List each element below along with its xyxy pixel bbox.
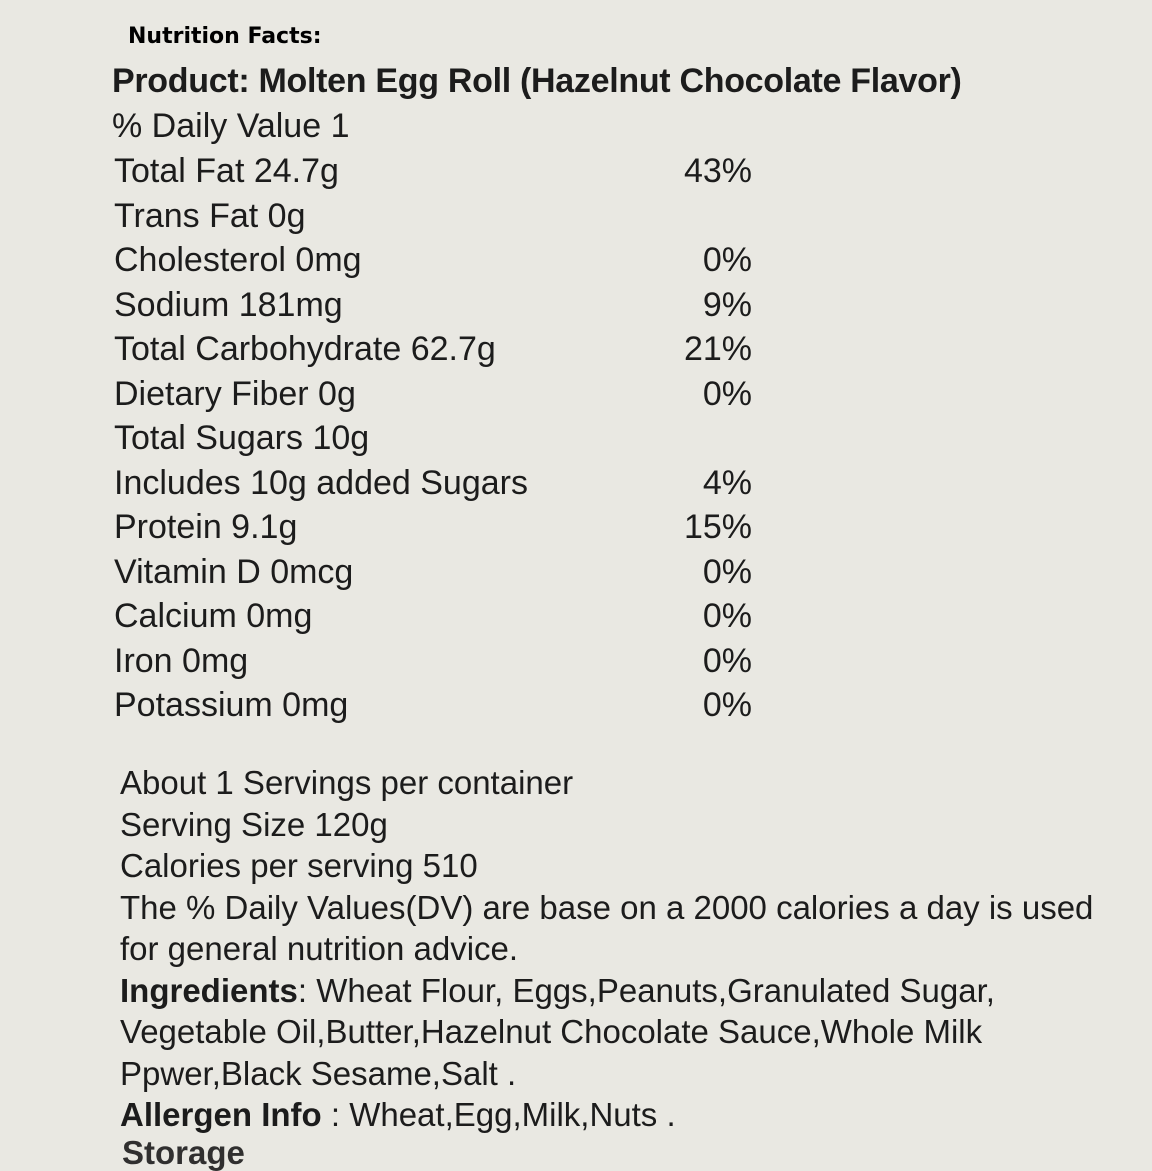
nutrient-name: Protein 9.1g: [114, 508, 298, 546]
nutrient-name: Potassium 0mg: [114, 686, 349, 724]
serving-size: Serving Size 120g: [120, 805, 388, 843]
nutrient-row: [112, 419, 812, 464]
calories-per-serving: Calories per serving 510: [120, 847, 478, 884]
nutrient-daily-value: 15%: [683, 508, 752, 546]
nutrient-row: [112, 642, 812, 687]
nutrient-name: Sodium 181mg: [114, 285, 343, 324]
nutrient-daily-value: 0%: [702, 597, 752, 635]
nutrient-row: [112, 553, 812, 598]
label-notes: [120, 762, 1120, 1136]
nutrient-daily-value: 0%: [702, 552, 752, 591]
nutrient-row: [112, 597, 812, 642]
nutrient-row: [112, 330, 812, 375]
nutrition-facts-header: Nutrition Facts:: [128, 24, 322, 49]
nutrient-name: Calcium 0mg: [114, 597, 313, 635]
nutrient-row: [112, 464, 812, 509]
storage-label: Storage: [122, 1134, 245, 1171]
nutrient-daily-value: 9%: [702, 285, 752, 324]
nutrient-row: [112, 152, 812, 197]
daily-value-note: The % Daily Values(DV) are base on a 2000 calories a day is used for general nutrition advice.: [120, 888, 1094, 967]
nutrient-daily-value: 21%: [683, 330, 752, 368]
allergen-info: [120, 1094, 1120, 1136]
nutrient-row: [112, 286, 812, 331]
nutrient-row: [112, 686, 812, 731]
nutrient-name: Includes 10g added Sugars: [114, 463, 528, 502]
nutrient-name: Dietary Fiber 0g: [114, 374, 356, 413]
allergen-text: : Wheat,Egg,Milk,Nuts .: [321, 1096, 676, 1133]
nutrient-row: [112, 197, 812, 242]
nutrient-daily-value: 0%: [702, 641, 752, 680]
nutrient-daily-value: 4%: [702, 463, 752, 502]
nutrient-daily-value: 0%: [702, 241, 752, 279]
storage-cutoff: [122, 1134, 245, 1171]
nutrient-name: Total Fat 24.7g: [114, 152, 339, 190]
ingredients-label: Ingredients: [120, 971, 298, 1009]
daily-value-header: % Daily Value 1: [112, 107, 350, 145]
nutrient-name: Trans Fat 0g: [114, 196, 306, 235]
nutrient-daily-value: 43%: [683, 152, 752, 190]
nutrient-name: Total Sugars 10g: [114, 419, 370, 457]
ingredients: [120, 970, 1120, 1095]
product-name: Product: Molten Egg Roll (Hazelnut Chocolate Flavor): [112, 62, 962, 100]
servings-per-container: About 1 Servings per container: [120, 764, 574, 801]
nutrient-row: [112, 241, 812, 286]
allergen-label: Allergen Info: [120, 1096, 322, 1133]
nutrient-name: Total Carbohydrate 62.7g: [114, 330, 496, 368]
nutrient-daily-value: 0%: [702, 374, 752, 413]
nutrient-name: Vitamin D 0mcg: [114, 552, 354, 591]
nutrient-table: [112, 152, 812, 731]
ingredients-text: : Wheat Flour, Eggs,Peanuts,Granulated Sugar, Vegetable Oil,Butter,Hazelnut Chocolate Sauce,Whole Milk Ppwer,Black Sesame,Salt .: [120, 971, 995, 1092]
nutrient-name: Cholesterol 0mg: [114, 241, 362, 279]
nutrient-row: [112, 508, 812, 553]
nutrient-daily-value: 0%: [702, 686, 752, 724]
nutrient-row: [112, 375, 812, 420]
nutrient-name: Iron 0mg: [114, 641, 249, 680]
